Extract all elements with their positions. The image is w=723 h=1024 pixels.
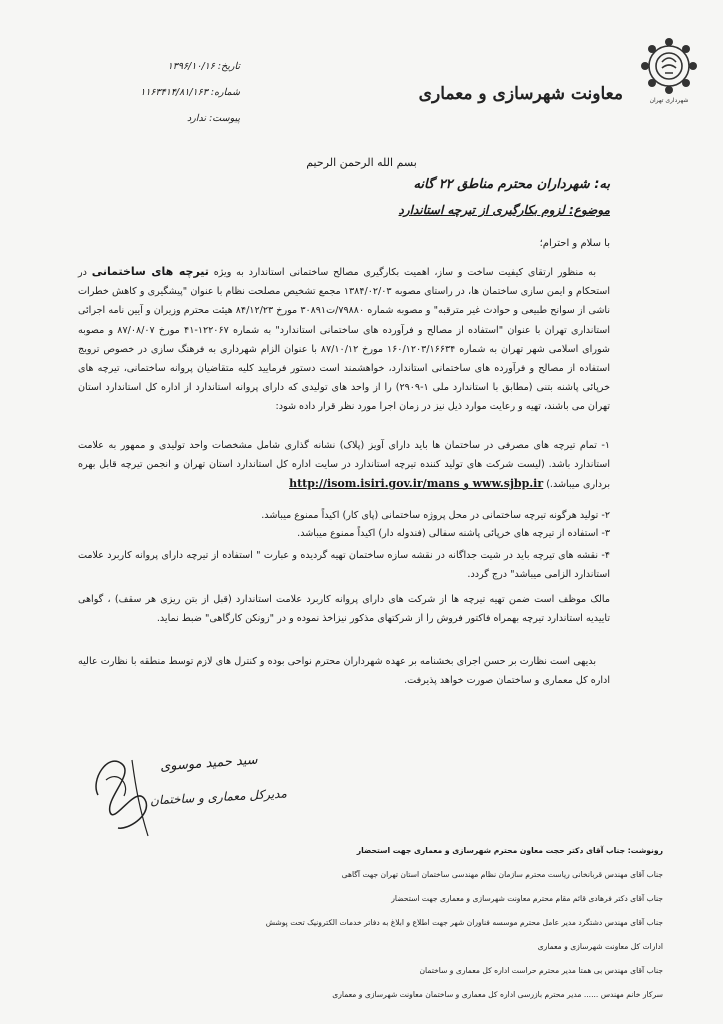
subject-line: موضوع: لزوم بکارگیری از تیرچه استاندارد — [398, 203, 610, 217]
signatory-title: مدیرکل معماری و ساختمان — [149, 786, 288, 808]
requirement-item-3: ۳- استفاده از تیرچه های خرپائی پاشنه سفالی (فندوله دار) اکیداً ممنوع میباشد. — [297, 528, 610, 539]
cc-line: جناب آقای مهندس قربانخانی ریاست محترم سازمان نظام مهندسی ساختمان استان تهران جهت آگاهی — [341, 870, 663, 879]
cc-line: سرکار خانم مهندس ...... مدیر محترم بازرسی اداره کل معماری و ساختمان معاونت شهرسازی و معماری — [332, 990, 663, 999]
greeting: با سلام و احترام؛ — [539, 238, 610, 249]
logo-caption: شهرداری تهران — [649, 97, 689, 104]
body-paragraph — [78, 262, 610, 417]
letter-metadata — [122, 54, 240, 132]
body-emphasis: تیرچه های ساختمانی — [91, 265, 209, 278]
organization-title: معاونت شهرسازی و معماری — [418, 84, 623, 104]
tehran-municipality-logo — [641, 38, 697, 104]
cc-line: جناب آقای مهندس دشتگرد مدیر عامل محترم موسسه فناوران شهر جهت اطلاع و ابلاغ به دفاتر خدمات الکترونیک تحت پوشش — [265, 918, 663, 927]
requirement-text-1: ۱- تمام تیرچه های مصرفی در ساختمان ها باید دارای آویز (پلاک) نشانه گذاری شامل مشخصات واحد تولیدی و ممهور به علامت استاندارد باشد. (لیست شرکت های تولید کننده تیرچه استاندارد در سایت اداره کل استاندارد استان تهران و انجمن تیرچه قابل بهره برداری میباشد.) — [78, 440, 610, 491]
body-text-rest: در استحکام و ایمن سازی ساختمان ها، در راستای مصوبه ۱۳۸۴/۰۲/۰۳ مجمع تشخیص مصلحت نظام با عنوان "پیشگیری و کاهش خطرات ناشی از سوانح طبیعی و حوادث غیر مترقبه" و مصوبه شماره ۷۹۸۸۰/ت۳۰۸۹۱ مورخ ۸۴/۱۲/۲۳ هیئت محترم وزیران و آیین نامه اجرائی استانداری تهران با عنوان "استفاده از مصالح و فرآورده های ساختمانی استاندارد" به شماره ۱۲۲۰۶۷-۴۱ مورخ ۸۷/۰۸/۰۷ و مصوبه شورای اسلامی شهر تهران به شماره ۱۶۰/۱۲۰۳/۱۶۶۳۴ مورخ ۸۷/۱۰/۱۲ با عنوان الزام شهرداری به فرهنگ سازی در خصوص ترویج استفاده از مصالح و فرآورده های ساختمانی استاندارد، خواهشمند است دستور فرمایید کلیه متقاضیان پروانه ساختمانی، تیرچه های خرپائی پاشنه بتنی (مطابق با استاندارد ملی ۱-۲۹۰۹) را از واحد های تولیدی که دارای پروانه استاندارد از اداره کل استاندارد استان تهران می باشند، تهیه و رعایت موارد ذیل نیز در زمان اجرا مورد نظر قرار داده شود: — [78, 267, 610, 413]
date-line: تاریخ: ۱۳۹۶/۱۰/۱۶ — [167, 61, 240, 72]
number-line: شماره: ۱۱۶۳۴۱۴/۸۱/۱۶۳ — [140, 87, 240, 98]
cc-line: جناب آقای مهندس بی همتا مدیر محترم حراست اداره کل معماری و ساختمان — [419, 966, 663, 975]
reference-links[interactable]: http://isom.isiri.gov.ir/mans و www.sjbp.ir — [289, 477, 544, 491]
closing-paragraph: بدیهی است نظارت بر حسن اجرای بخشنامه بر عهده شهرداران محترم نواحی بوده و کنترل های لازم توسط منطقه با نظارت عالیه اداره کل معماری و ساختمان صورت خواهد پذیرفت. — [78, 656, 610, 687]
requirement-item-4: ۴- نقشه های تیرچه باید در شیت جداگانه در نقشه سازه ساختمان تهیه گردیده و عبارت " استفاده از تیرچه دارای پروانه کاربرد علامت استاندارد الزامی میباشد" درج گردد. — [78, 550, 610, 581]
requirement-item-1 — [78, 436, 610, 495]
signatory-name: سید حمید موسوی — [159, 752, 259, 775]
recipient-line: به: شهرداران محترم مناطق ۲۲ گانه — [413, 177, 610, 192]
requirement-item-2: ۲- تولید هرگونه تیرچه ساختمانی در محل پروژه ساختمانی (پای کار) اکیداً ممنوع میباشد. — [261, 510, 610, 521]
basmala: بسم الله الرحمن الرحیم — [306, 156, 417, 169]
attachment-line: پیوست: ندارد — [186, 113, 240, 124]
cc-line: جناب آقای دکتر فرهادی قائم مقام محترم معاونت شهرسازی و معماری جهت استحضار — [391, 894, 663, 903]
cc-line: رونوشت: جناب آقای دکتر حجت معاون محترم شهرسازی و معماری جهت استحضار — [356, 846, 663, 855]
body-text-start: به منظور ارتقای کیفیت ساخت و ساز، اهمیت بکارگیری مصالح ساختمانی استاندارد به ویژه — [208, 267, 596, 278]
owner-obligation-paragraph: مالک موظف است ضمن تهیه تیرچه ها از شرکت های دارای پروانه کاربرد علامت استاندارد (قبل از بتن ریزی هر سقف) ، گواهی تاییدیه استاندارد تیرچه بهمراه فاکتور فروش را از شرکتهای مذکور نیزاخذ نموده و در "زونکن کارگاهی" ضبط نماید. — [78, 594, 610, 625]
cc-line: ادارات کل معاونت شهرسازی و معماری — [537, 942, 663, 951]
